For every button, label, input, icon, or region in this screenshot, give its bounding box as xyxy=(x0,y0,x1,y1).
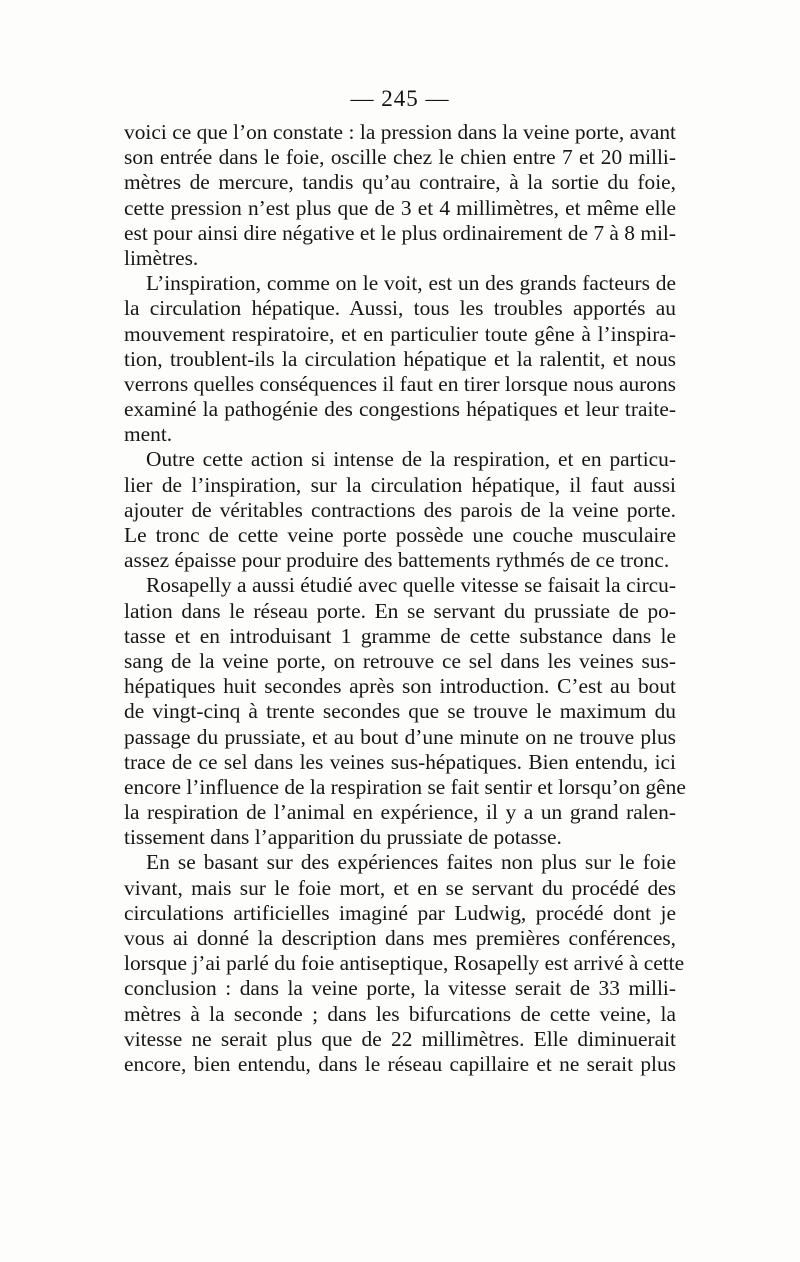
text-line: cette pression n’est plus que de 3 et 4 millimètres, et même elle xyxy=(124,195,676,220)
text-line: Rosapelly a aussi étudié avec quelle vitesse se faisait la circu- xyxy=(146,573,676,598)
text-line: limètres. xyxy=(124,245,199,270)
text-line: Le tronc de cette veine porte possède une couche musculaire xyxy=(124,523,676,547)
text-line: de vingt-cinq à trente secondes que se trouve le maximum du xyxy=(124,699,676,724)
paragraph xyxy=(124,271,676,447)
text-line: est pour ainsi dire négative et le plus ordinairement de 7 à 8 mil- xyxy=(124,220,676,245)
text-line: lier de l’inspiration, sur la circulation hépatique, il faut aussi xyxy=(124,472,676,497)
text-line: la respiration de l’animal en expérience, il y a un grand ralen- xyxy=(124,800,676,825)
text-line: En se basant sur des expériences faites non plus sur le foie xyxy=(146,850,676,875)
text-line: vous ai donné la description dans mes premières conférences, xyxy=(124,926,676,950)
text-line: ajouter de véritables contractions des parois de la veine porte. xyxy=(124,497,676,522)
text-line: mètres à la seconde ; dans les bifurcations de cette veine, la xyxy=(124,1001,676,1026)
text-line: tion, troublent-ils la circulation hépatique et la ralentit, et nous xyxy=(124,346,676,371)
text-line: ment. xyxy=(124,422,173,447)
text-line: lorsque j’ai parlé du foie antiseptique, Rosapelly est arrivé à cette xyxy=(124,951,685,976)
text-line: L’inspiration, comme on le voit, est un des grands facteurs de xyxy=(146,271,676,296)
text-line: tissement dans l’apparition du prussiate de potasse. xyxy=(124,825,562,850)
text-line: mètres de mercure, tandis qu’au contraire, à la sortie du foie, xyxy=(124,170,676,195)
text-line: circulations artificielles imaginé par Ludwig, procédé dont je xyxy=(124,900,676,925)
text-line: conclusion : dans la veine porte, la vitesse serait de 33 milli- xyxy=(124,976,676,1001)
paragraph xyxy=(124,120,676,271)
paragraph xyxy=(124,573,686,850)
text-line: encore l’influence de la respiration se fait sentir et lorsqu’on gêne xyxy=(124,774,686,799)
text-line: vivant, mais sur le foie mort, et en se servant du procédé des xyxy=(124,875,676,900)
text-line: mouvement respiratoire, et en particulier toute gêne à l’inspira- xyxy=(124,321,676,346)
text-line: sang de la veine porte, on retrouve ce sel dans les veines sus- xyxy=(124,648,676,673)
text-line: son entrée dans le foie, oscille chez le chien entre 7 et 20 milli- xyxy=(124,145,676,170)
paragraph xyxy=(124,850,685,1077)
text-line: examiné la pathogénie des congestions hépatiques et leur traite- xyxy=(124,397,676,422)
page-number: — 245 — xyxy=(350,86,450,111)
text-line: Outre cette action si intense de la respiration, et en particu- xyxy=(146,447,676,472)
text-line: lation dans le réseau porte. En se servant du prussiate de po- xyxy=(124,598,676,623)
paragraph xyxy=(124,447,676,573)
text-line: encore, bien entendu, dans le réseau capillaire et ne serait plus xyxy=(124,1051,676,1076)
body-text xyxy=(124,120,686,1077)
text-line: verrons quelles conséquences il faut en tirer lorsque nous aurons xyxy=(124,371,676,396)
text-line: passage du prussiate, et au bout d’une minute on ne trouve plus xyxy=(124,724,676,749)
text-line: vitesse ne serait plus que de 22 millimètres. Elle diminuerait xyxy=(124,1026,676,1051)
text-line: hépatiques huit secondes après son introduction. C’est au bout xyxy=(124,674,676,699)
text-line: tasse et en introduisant 1 gramme de cette substance dans le xyxy=(124,623,676,648)
text-line: assez épaisse pour produire des battements rythmés de ce tronc. xyxy=(124,548,670,573)
text-line: trace de ce sel dans les veines sus-hépatiques. Bien entendu, ici xyxy=(124,749,676,774)
text-line: la circulation hépatique. Aussi, tous les troubles apportés au xyxy=(124,296,676,321)
text-line: voici ce que l’on constate : la pression dans la veine porte, avant xyxy=(124,120,676,144)
